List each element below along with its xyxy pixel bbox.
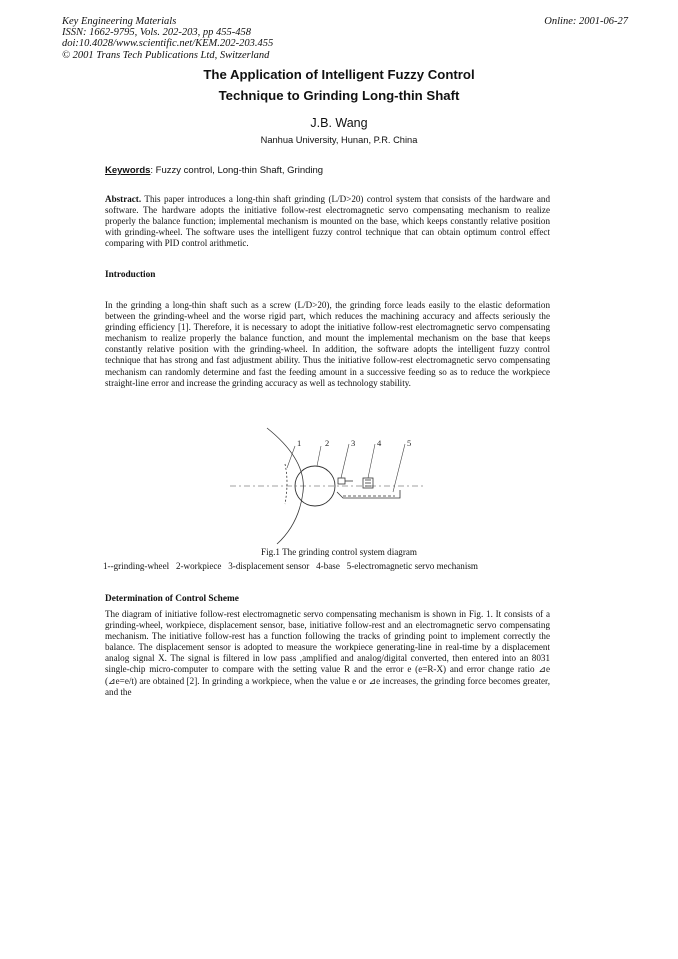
figure-label-5: 5 (407, 438, 412, 448)
introduction-paragraph: In the grinding a long-thin shaft such as a screw (L/D>20), the grinding force leads easily to the elastic deformation between the grinding-wheel and the worse rigid part, which reduces the machining accuracy and affects seriously the grinding efficiency [1]. Therefore, it is necessary to adopt the initiative follow-rest electromagnetic servo compensating mechanism to realize properly the balance function, and mount the implemental mechanism on the base that keeps constantly relative position with the grinding-wheel. In addition, the software adopts the intelligent fuzzy control technique that has strong and fast adjustment ability. Thus the initiative follow-rest electromagnetic servo compensating mechanism can randomly determine and fast the feeding amount in a successive feeding so as to reduce the workpiece straight-line error and increase the grinding accuracy as well as technology stability. (105, 300, 550, 388)
abstract-paragraph (105, 194, 550, 249)
keywords-label: Keywords (105, 165, 151, 176)
figure-caption: Fig.1 The grinding control system diagram (261, 547, 417, 557)
section-heading-introduction: Introduction (105, 270, 156, 280)
paper-title-line-2: Technique to Grinding Long-thin Shaft (218, 88, 460, 103)
journal-doi[interactable]: doi:10.4028/www.scientific.net/KEM.202-203.455 (62, 38, 274, 50)
author-affiliation: Nanhua University, Hunan, P.R. China (260, 135, 418, 145)
servo-mechanism-shape (363, 478, 373, 488)
paper-title-line-1: The Application of Intelligent Fuzzy Control (203, 67, 475, 82)
figure-label-4: 4 (377, 438, 382, 448)
journal-name: Key Engineering Materials (62, 16, 177, 27)
base-shape (337, 490, 400, 498)
keywords-text: : Fuzzy control, Long-thin Shaft, Grinding (150, 165, 324, 176)
section-heading-determination: Determination of Control Scheme (105, 594, 239, 604)
determination-paragraph: The diagram of initiative follow-rest electromagnetic servo compensating mechanism is shown in Fig. 1. It consists of a grinding-wheel, workpiece, displacement sensor, base, initiative follow-rest and an electromagnetic servo compensating mechanism. The initiative follow-rest has a function following the tracks of grinding point to implement correctly the balance. The displacement sensor is adopted to measure the workpiece generating-line in real-time by a displacement analog signal X. The signal is filtered in low pass ,amplified and analog/digital converted, then entered into an 8031 single-chip micro-computer to compare with the setting value R and the error e (e=R-X) and error change ratio ⊿e (⊿e=e/t) are obtained [2]. In grinding a workpiece, when the value e or ⊿e increases, the grinding force becomes greater, and the (105, 609, 550, 697)
journal-copyright: © 2001 Trans Tech Publications Ltd, Switzerland (62, 49, 270, 61)
abstract-text: This paper introduces a long-thin shaft grinding (L/D>20) control system that consists of the hardware and software. The hardware adopts the initiative follow-rest electromagnetic servo compensating mechanism to realize properly the balance function; implemental mechanism is mounted on the base, which keeps constantly relative position with grinding-wheel. The software uses the intelligent fuzzy control technique that can obtain optimum control effect comparing with PID control arithmetic. (105, 194, 550, 249)
online-date: Online: 2001-06-27 (544, 16, 628, 27)
leader-lines (287, 444, 405, 492)
keywords-line (105, 165, 323, 176)
displacement-sensor-shape (338, 478, 353, 484)
author-name: J.B. Wang (310, 116, 368, 130)
figure-label-2: 2 (325, 438, 330, 448)
journal-header (62, 16, 273, 61)
figure-label-3: 3 (351, 438, 356, 448)
journal-issn: ISSN: 1662-9795, Vols. 202-203, pp 455-458 (62, 27, 251, 39)
abstract-label: Abstract. (105, 194, 142, 204)
system-diagram-figure (225, 420, 425, 548)
figure-legend: 1--grinding-wheel 2-workpiece 3-displacement sensor 4-base 5-electromagnetic servo mechanism (103, 561, 478, 571)
figure-label-1: 1 (297, 438, 302, 448)
